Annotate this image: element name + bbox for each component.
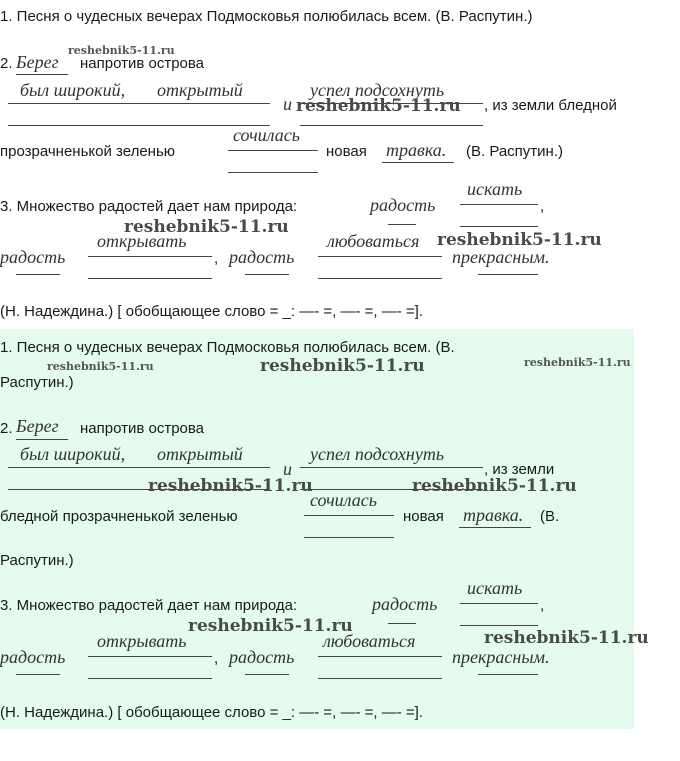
word-prekrasnym: прекрасным. [452, 247, 550, 267]
underline-radost-2 [16, 274, 60, 275]
underline-iskat-b [460, 226, 538, 227]
exercise-block-corrected [0, 329, 649, 729]
text-zelenyu: прозрачненькой зеленью [0, 143, 176, 160]
text-novaya: новая [326, 143, 367, 160]
text-iz-zemli: , из земли бледной [484, 97, 617, 114]
sentence-2-number: 2. [0, 420, 13, 437]
word-uspel-podsokhnut: успел подсохнуть [310, 80, 445, 100]
word-otkryvat: открывать [97, 631, 187, 651]
word-travka: травка. [386, 140, 447, 160]
underline-sochilas-b [228, 172, 318, 173]
underline-otkryvat [88, 256, 212, 257]
underline-radost-1 [388, 224, 416, 225]
word-lyubovatsya: любоваться [323, 631, 416, 651]
word-uspel-podsokhnut: успел подсохнуть [310, 444, 445, 464]
underline-lyubovatsya [318, 256, 442, 257]
text-iz-zemli: , из земли [484, 461, 555, 478]
watermark: reshebnik5-11.ru [68, 44, 175, 57]
sentence-3-intro: 3. Множество радостей дает нам природа: [0, 597, 298, 614]
word-radost-3: радость [229, 647, 295, 667]
word-radost-3: радость [229, 247, 295, 267]
author-nadezhdina-line: (Н. Надеждина.) [ обобщающее слово = _: —- =, —- =, —- =]. [0, 303, 423, 320]
word-radost-1: радость [372, 594, 438, 614]
watermark: reshebnik5-11.ru [260, 356, 425, 376]
underline-predicate-2 [300, 467, 483, 468]
watermark: reshebnik5-11.ru [437, 230, 602, 250]
word-otkryvat: открывать [97, 231, 187, 251]
underline-iskat-b [460, 625, 538, 626]
word-travka: травка. [463, 505, 524, 525]
underline-radost-3 [245, 274, 289, 275]
word-lyubovatsya: любоваться [327, 231, 420, 251]
word-otkrytyy: открытый [157, 444, 243, 464]
underline-radost-1 [388, 623, 416, 624]
author-nadezhdina-line: (Н. Надеждина.) [ обобщающее слово = _: —- =, —- =, —- =]. [0, 704, 423, 721]
underline-sochilas-b [304, 537, 394, 538]
word-prekrasnym: прекрасным. [452, 647, 550, 667]
sentence-1-cont: Распутин.) [0, 374, 74, 391]
comma-2: , [214, 250, 219, 267]
underline-otkryvat-b [88, 278, 212, 279]
watermark: reshebnik5-11.ru [296, 96, 461, 116]
author-rasputin: (В. Распутин.) [466, 143, 564, 160]
underline-predicate-1 [8, 103, 270, 104]
word-sochilas: сочилась [233, 125, 300, 145]
underline-sochilas [304, 515, 394, 516]
underline-prekrasnym [478, 274, 538, 275]
underline-iskat [460, 603, 538, 604]
text-naprotiv-ostrova: напротив острова [80, 420, 205, 437]
watermark: reshebnik5-11.ru [188, 616, 353, 636]
comma-1: , [540, 597, 545, 614]
word-byl-shirokiy: был широкий, [20, 444, 126, 464]
underline-otkryvat [88, 656, 212, 657]
underline-subject [16, 74, 68, 75]
underline-sochilas [228, 150, 318, 151]
underline-otkryvat-b [88, 678, 212, 679]
watermark: reshebnik5-11.ru [412, 476, 577, 496]
underline-iskat [460, 204, 538, 205]
underline-predicate-2b [300, 125, 483, 126]
word-i: и [283, 459, 292, 479]
comma-2: , [214, 650, 219, 667]
word-radost-1: радость [370, 195, 436, 215]
watermark: reshebnik5-11.ru [524, 356, 631, 369]
sentence-1: 1. Песня о чудесных вечерах Подмосковья полюбилась всем. (В. [0, 339, 455, 356]
sentence-2-number: 2. [0, 55, 13, 72]
word-bereg: Берег [16, 52, 59, 72]
watermark: reshebnik5-11.ru [484, 628, 649, 648]
sentence-1: 1. Песня о чудесных вечерах Подмосковья полюбилась всем. (В. Распутин.) [0, 8, 533, 25]
underline-lyubovatsya-b [318, 678, 442, 679]
word-otkrytyy: открытый [157, 80, 243, 100]
underline-travka [382, 162, 454, 163]
word-iskat: искать [467, 578, 523, 598]
text-zelenyu: бледной прозрачненькой зеленью [0, 508, 238, 525]
sentence-3-intro: 3. Множество радостей дает нам природа: [0, 198, 298, 215]
exercise-block-original [0, 0, 634, 330]
comma-1: , [540, 198, 545, 215]
word-iskat: искать [467, 179, 523, 199]
word-byl-shirokiy: был широкий, [20, 80, 126, 100]
author-rasputin-cont: Распутин.) [0, 552, 74, 569]
text-naprotiv-ostrova: напротив острова [80, 55, 205, 72]
underline-radost-2 [16, 674, 60, 675]
watermark: reshebnik5-11.ru [47, 360, 154, 373]
underline-lyubovatsya [318, 656, 442, 657]
text-novaya: новая [403, 508, 444, 525]
watermark: reshebnik5-11.ru [124, 217, 289, 237]
underline-lyubovatsya-b [318, 278, 442, 279]
underline-predicate-1 [8, 467, 270, 468]
word-i: и [283, 94, 292, 114]
underline-predicate-1b [8, 125, 270, 126]
word-radost-2: радость [0, 247, 66, 267]
word-radost-2: радость [0, 647, 66, 667]
underline-travka [459, 527, 531, 528]
word-sochilas: сочилась [310, 490, 377, 510]
author-rasputin: (В. [540, 508, 560, 525]
underline-radost-3 [245, 674, 289, 675]
word-bereg: Берег [16, 416, 59, 436]
watermark: reshebnik5-11.ru [148, 476, 313, 496]
underline-prekrasnym [478, 674, 538, 675]
underline-subject [16, 439, 68, 440]
